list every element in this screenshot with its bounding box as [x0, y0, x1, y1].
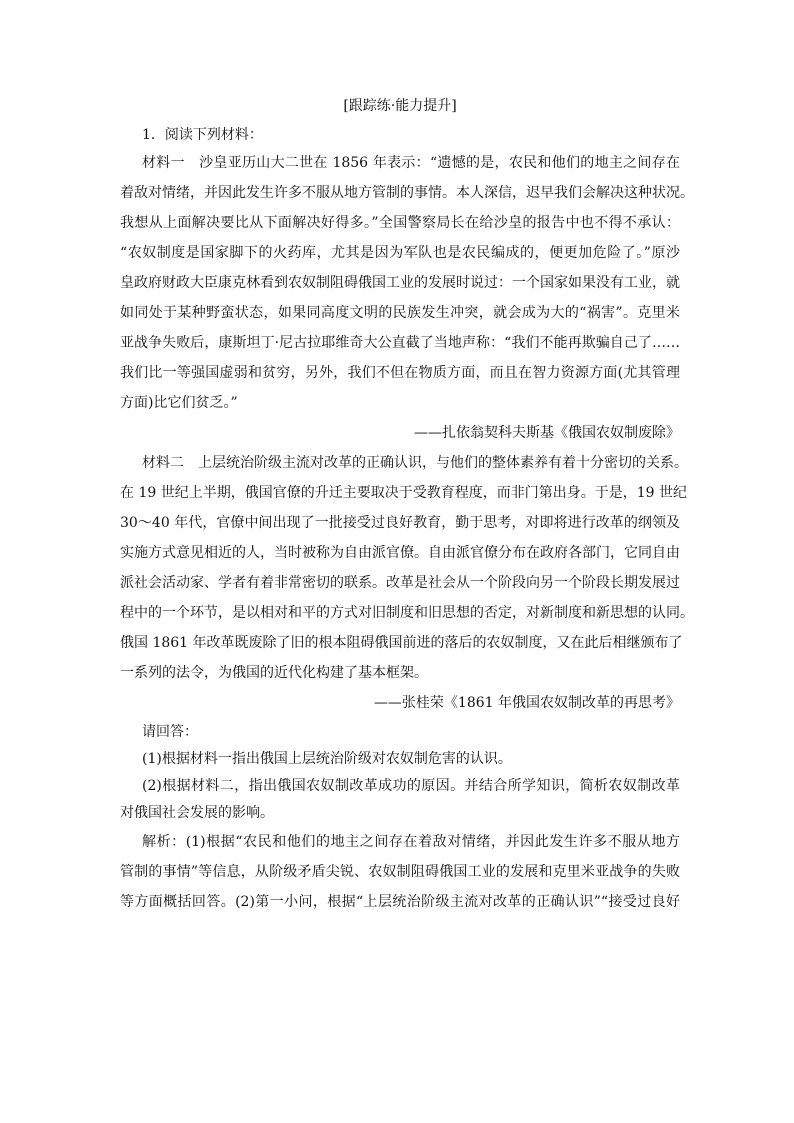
material2-source: ——张桂荣《1861 年俄国农奴制改革的再思考》 — [373, 695, 680, 711]
material2-line: 在 19 世纪上半期，俄国官僚的升迁主要取决于受教育程度，而非门第出身。于是，19 世纪 — [120, 485, 687, 501]
material2-line: 派社会活动家、学者有着非常密切的联系。改革是社会从一个阶段向另一个阶段长期发展过 — [120, 575, 680, 591]
material2-line: 30～40 年代，官僚中间出现了一批接受过良好教育，勤于思考，对即将进行改革的纲领及 — [120, 515, 680, 531]
material2-line: 程中的一个环节，是以相对和平的方式对旧制度和旧思想的否定，对新制度和新思想的认同。 — [120, 605, 694, 621]
material2-line: 材料二 上层统治阶级主流对改革的正确认识，与他们的整体素养有着十分密切的关系。 — [142, 455, 688, 471]
material1-line: 方面)比它们贫乏。” — [120, 395, 238, 411]
material1-line: 着敌对情绪，并因此发生许多不服从地方管制的事情。本人深信，迟早我们会解决这种状况。 — [120, 185, 694, 201]
question-1: (1)根据材料一指出俄国上层统治阶级对农奴制危害的认识。 — [142, 751, 512, 767]
material1-line: 皇政府财政大臣康克林看到农奴制阻碍俄国工业的发展时说过：一个国家如果没有工业，就 — [120, 275, 680, 291]
answer-prompt: 请回答： — [142, 724, 198, 740]
material1-line: 我们比一等强国虚弱和贫穷，另外，我们不但在物质方面，而且在智力资源方面(尤其管理 — [120, 365, 680, 381]
question-2-line: 对俄国社会发展的影响。 — [120, 805, 274, 821]
material1-line: 如同处于某种野蛮状态，如果同高度文明的民族发生冲突，就会成为大的“祸害”。克里米 — [120, 305, 680, 321]
material1-line: 亚战争失败后，康斯坦丁·尼古拉耶维奇大公直截了当地声称：“我们不能再欺骗自己了…… — [120, 335, 680, 351]
question-intro: 1．阅读下列材料： — [142, 127, 263, 143]
material1-line: 材料一 沙皇亚历山大二世在 1856 年表示：“遗憾的是，农民和他们的地主之间存在 — [142, 155, 680, 171]
material1-line: “农奴制度是国家脚下的火药库，尤其是因为军队也是农民编成的，便更加危险了。”原沙 — [120, 245, 680, 261]
analysis-line: 等方面概括回答。(2)第一小问，根据“上层统治阶级主流对改革的正确认识”“接受过良好 — [120, 894, 680, 910]
material2-line: 实施方式意见相近的人，当时被称为自由派官僚。自由派官僚分布在政府各部门，它同自由 — [120, 545, 680, 561]
analysis-line: 解析：(1)根据“农民和他们的地主之间存在着敌对情绪，并因此发生许多不服从地方 — [142, 834, 680, 850]
material2-line: 一系列的法令，为俄国的近代化构建了基本框架。 — [120, 665, 428, 681]
material1-line: 我想从上面解决要比从下面解决好得多。”全国警察局长在给沙皇的报告中也不得不承认： — [120, 215, 680, 231]
section-heading: [跟踪练·能力提升] — [343, 98, 457, 114]
analysis-line: 管制的事情”等信息，从阶级矛盾尖锐、农奴制阻碍俄国工业的发展和克里米亚战争的失败 — [120, 864, 680, 880]
material2-line: 俄国 1861 年改革既废除了旧的根本阻碍俄国前进的落后的农奴制度，又在此后相继颁布了 — [120, 635, 683, 651]
material1-source: ——扎依翁契科夫斯基《俄国农奴制废除》 — [414, 425, 680, 441]
question-2-line: (2)根据材料二，指出俄国农奴制改革成功的原因。并结合所学知识，简析农奴制改革 — [142, 778, 680, 794]
